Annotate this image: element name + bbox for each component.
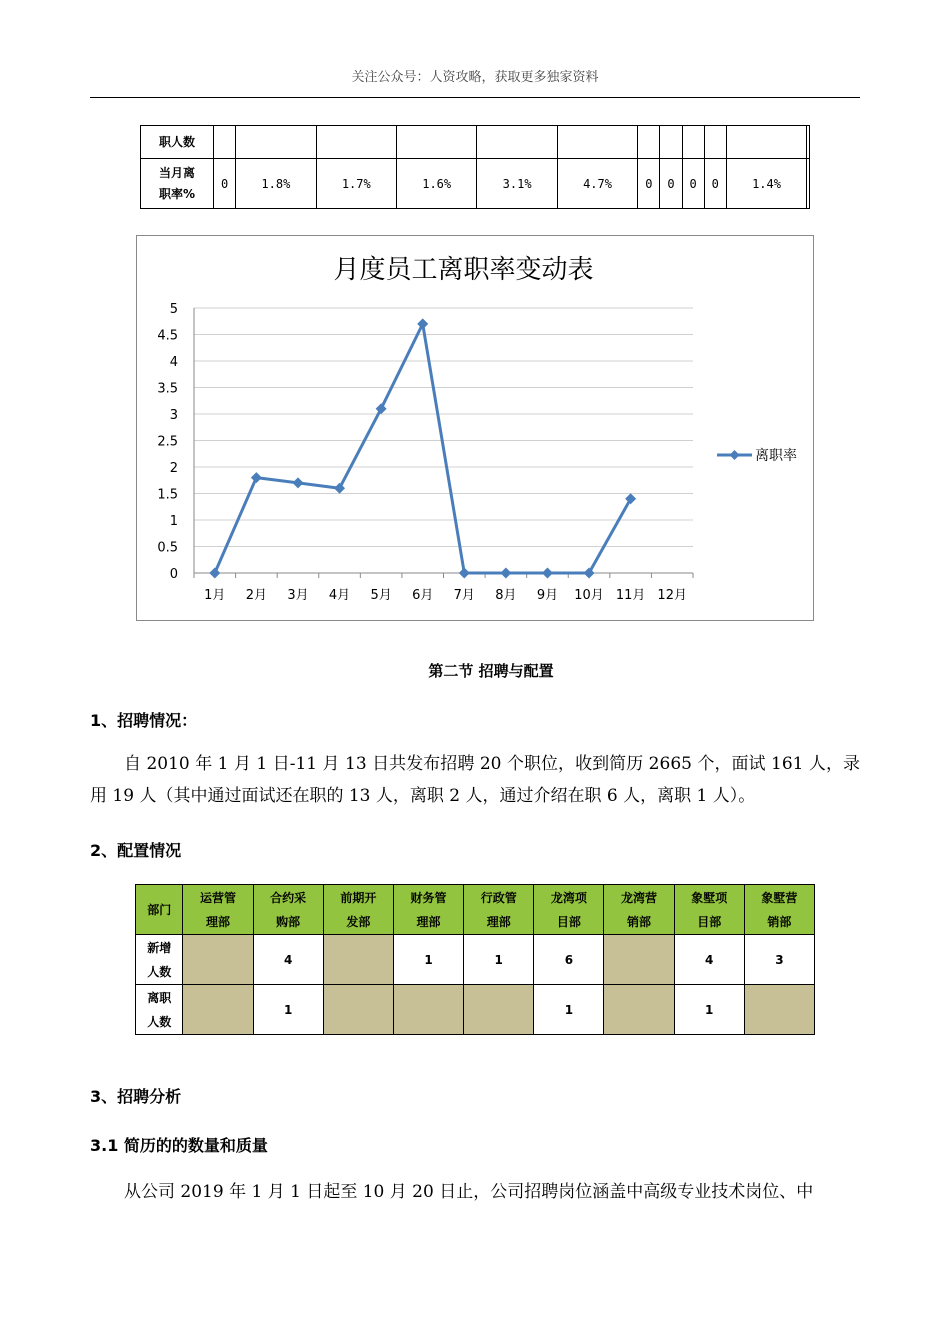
header-rule — [90, 97, 860, 98]
table2-cell: 1 — [464, 935, 534, 985]
table2-cell: 4 — [674, 935, 744, 985]
chart-x-tick-label: 10月 — [574, 588, 604, 603]
turnover-chart — [136, 235, 814, 621]
table1-cell — [477, 126, 557, 159]
table1-row-label-line: 当月离 — [158, 165, 195, 180]
table1-row — [141, 126, 810, 159]
chart-x-tick-label: 6月 — [412, 588, 434, 603]
table2-header-line: 理部 — [416, 914, 441, 929]
table2-header-line: 购部 — [276, 914, 301, 929]
table2-empty-cell — [744, 985, 814, 1035]
table2-header-cell — [674, 885, 744, 935]
table2-row-label-line: 新增 — [147, 940, 172, 955]
table1-cell: 0 — [704, 159, 726, 209]
table1-cell — [807, 126, 810, 159]
table2-header-line: 部门 — [147, 902, 172, 917]
chart-legend-marker — [730, 450, 740, 460]
chart-y-tick-label: 1.5 — [157, 487, 178, 503]
page-header: 关注公众号：人资攻略，获取更多独家资料 — [351, 70, 599, 85]
table1-row-label-line: 职率% — [158, 186, 196, 201]
table2-header-line: 理部 — [206, 914, 231, 929]
heading-recruitment-status: 1、招聘情况： — [90, 711, 198, 730]
table2-header-line: 龙湾项 — [550, 890, 587, 905]
table2-row — [136, 935, 815, 985]
table2-header-line: 目部 — [697, 914, 722, 929]
chart-data-point — [292, 477, 303, 488]
heading-allocation: 2、配置情况 — [90, 841, 182, 860]
table1-cell: 1.4% — [726, 159, 806, 209]
table2-cell: 1 — [393, 935, 463, 985]
table2-header-line: 发部 — [346, 914, 371, 929]
table2-header-line: 行政管 — [480, 890, 517, 905]
chart-svg — [137, 236, 813, 620]
table2-cell: 1 — [534, 985, 604, 1035]
table2-header-cell — [604, 885, 674, 935]
table2-header-row — [136, 885, 815, 935]
table2-header-line: 合约采 — [270, 890, 307, 905]
table1-cell: 0 — [682, 159, 704, 209]
table1-cell: 1.8% — [236, 159, 316, 209]
table2-row-label — [136, 985, 183, 1035]
table2-header-cell — [393, 885, 463, 935]
chart-y-tick-label: 2 — [169, 461, 178, 476]
table2-cell: 4 — [253, 935, 323, 985]
table2-header-line: 理部 — [486, 914, 511, 929]
table1-row-label — [141, 159, 214, 209]
table1-cell: 4.7% — [557, 159, 637, 209]
paragraph-resume-analysis: 从公司 2019 年 1 月 1 日起至 10 月 20 日止，公司招聘岗位涵盖中高级专业技术岗位、中 — [124, 1182, 814, 1202]
chart-y-tick-label: 3.5 — [157, 381, 178, 397]
table1-row-label: 职人数 — [141, 126, 214, 159]
table1-cell — [396, 126, 476, 159]
table1-cell: 3.1% — [477, 159, 557, 209]
table2-header-line: 前期开 — [340, 890, 377, 905]
turnover-table — [140, 125, 810, 209]
table1-cell — [704, 126, 726, 159]
table2-header-line: 象墅项 — [691, 890, 728, 905]
chart-data-point — [417, 318, 428, 329]
chart-x-tick-label: 2月 — [245, 588, 268, 603]
table2-header-line: 财务管 — [410, 890, 447, 905]
table2-row-label-line: 人数 — [147, 1014, 172, 1029]
table2-header-cell — [183, 885, 253, 935]
table2-header-cell — [323, 885, 393, 935]
table2-cell: 1 — [253, 985, 323, 1035]
chart-data-point — [500, 568, 511, 579]
chart-data-point — [251, 472, 262, 483]
chart-y-tick-label: 0 — [169, 567, 178, 582]
heading-recruitment-analysis: 3、招聘分析 — [90, 1087, 182, 1106]
chart-legend-label: 离职率 — [755, 448, 797, 464]
chart-x-tick-label: 1月 — [204, 588, 226, 603]
section-title: 第二节 招聘与配置 — [428, 662, 554, 680]
chart-x-tick-label: 8月 — [495, 588, 517, 603]
chart-x-tick-label: 5月 — [370, 588, 392, 603]
table1-cell: 0 — [638, 159, 660, 209]
table2-header-cell — [744, 885, 814, 935]
table2-row-label-line: 离职 — [147, 990, 172, 1005]
chart-x-tick-label: 3月 — [287, 588, 309, 603]
heading-resume-quantity-quality: 3.1 简历的的数量和质量 — [90, 1136, 268, 1155]
table2-header-cell — [464, 885, 534, 935]
chart-y-tick-label: 3 — [169, 408, 178, 423]
table2-header-line: 销部 — [767, 914, 792, 929]
chart-x-tick-label: 9月 — [536, 588, 559, 603]
table2-row — [136, 985, 815, 1035]
table2-header-line: 目部 — [556, 914, 581, 929]
table2-empty-cell — [323, 935, 393, 985]
table1-cell — [682, 126, 704, 159]
chart-title: 月度员工离职率变动表 — [333, 255, 594, 285]
chart-x-tick-label: 4月 — [328, 588, 351, 603]
table1-cell: 1.7% — [316, 159, 396, 209]
chart-data-point — [334, 483, 345, 494]
table2-empty-cell — [464, 985, 534, 1035]
table2-header-line: 销部 — [627, 914, 652, 929]
table2-header-cell — [253, 885, 323, 935]
chart-data-point — [209, 568, 220, 579]
table1-cell: 1.6% — [396, 159, 476, 209]
table2-empty-cell — [604, 985, 674, 1035]
chart-data-point — [376, 403, 387, 414]
chart-y-tick-label: 1 — [169, 514, 178, 529]
table2-header-line: 龙湾营 — [621, 890, 658, 905]
table2-cell: 6 — [534, 935, 604, 985]
chart-y-tick-label: 2.5 — [157, 434, 178, 450]
table2-empty-cell — [323, 985, 393, 1035]
table1-cell — [214, 126, 236, 159]
table1-cell — [236, 126, 316, 159]
table1-cell — [557, 126, 637, 159]
table1-cell: 0 — [214, 159, 236, 209]
table2-empty-cell — [183, 985, 253, 1035]
chart-data-point — [459, 568, 470, 579]
chart-y-tick-label: 0.5 — [157, 540, 178, 556]
table2-empty-cell — [183, 935, 253, 985]
table2-row-label-line: 人数 — [147, 964, 172, 979]
table2-header-line: 象墅营 — [761, 890, 798, 905]
table2-empty-cell — [393, 985, 463, 1035]
chart-x-tick-label: 11月 — [615, 588, 646, 603]
table1-cell — [807, 159, 810, 209]
table2-header-cell — [136, 885, 183, 935]
table1-cell: 0 — [660, 159, 682, 209]
table2-row-label — [136, 935, 183, 985]
table1-cell — [726, 126, 806, 159]
table2-header-line: 运营管 — [200, 890, 237, 905]
table1-cell — [638, 126, 660, 159]
chart-x-tick-label: 12月 — [657, 588, 687, 603]
table1-row — [141, 159, 810, 209]
table1-cell — [316, 126, 396, 159]
table1-cell — [660, 126, 682, 159]
table2-empty-cell — [604, 935, 674, 985]
chart-x-tick-label: 7月 — [453, 588, 475, 603]
table2-header-cell — [534, 885, 604, 935]
allocation-table — [135, 884, 815, 1035]
table2-cell: 1 — [674, 985, 744, 1035]
chart-y-tick-label: 4.5 — [157, 328, 178, 344]
chart-data-point — [542, 568, 553, 579]
table2-cell: 3 — [744, 935, 814, 985]
chart-y-tick-label: 4 — [169, 355, 178, 370]
chart-y-tick-label: 5 — [169, 302, 178, 317]
paragraph-recruitment-status: 自 2010 年 1 月 1 日-11 月 13 日共发布招聘 20 个职位，收到简历 2665 个，面试 161 人，录用 19 人（其中通过面试还在职的 13 人，离职 2 人，通过介绍在职 6 人，离职 1 人）。 — [90, 754, 860, 806]
